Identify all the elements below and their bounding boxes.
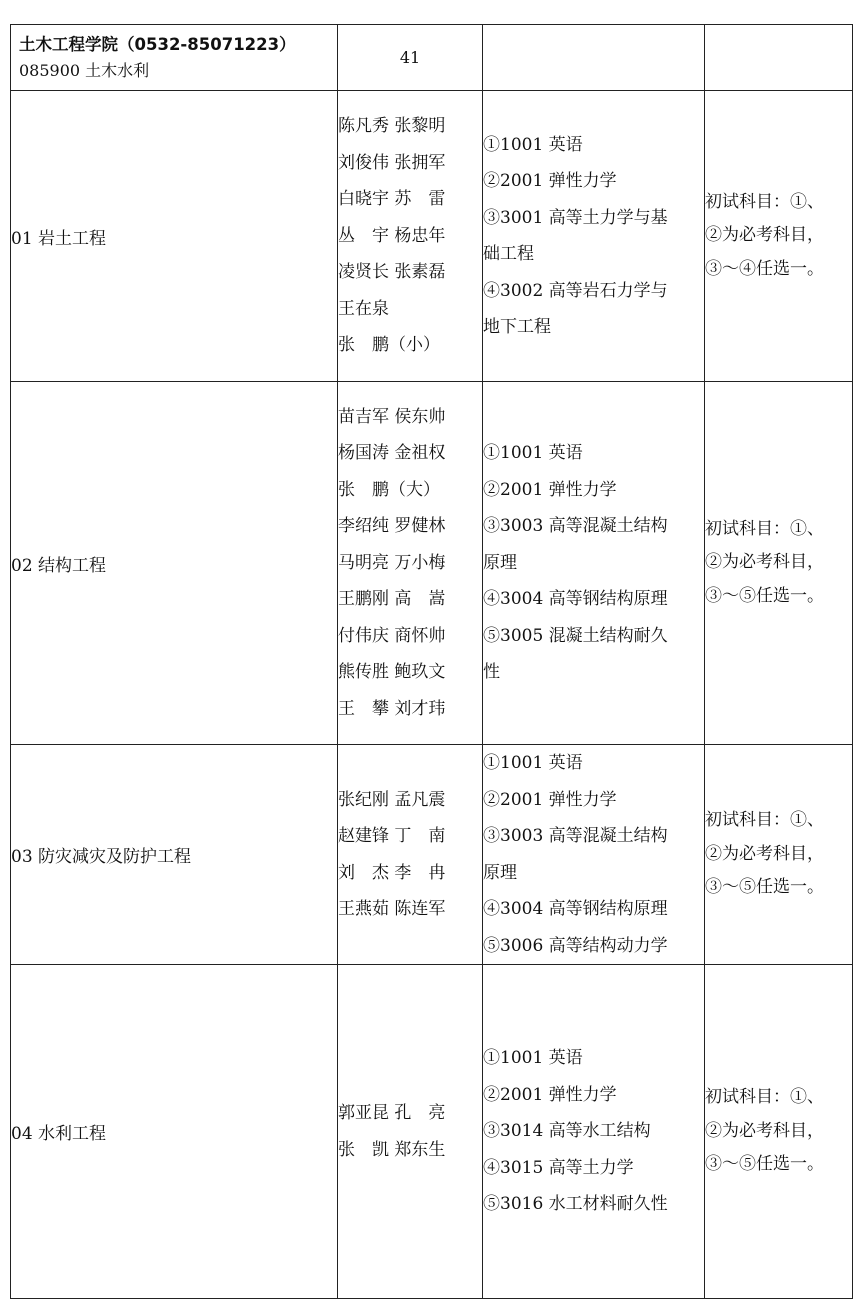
exam-line: ⑤3006 高等结构动力学 <box>483 935 668 956</box>
school-name: 土木工程学院（0532-85071223） <box>19 34 296 54</box>
advisor-line: 郭亚昆 孔 亮 <box>338 1103 446 1123</box>
note-line: ③～④任选一。 <box>705 258 824 279</box>
note-line: ②为必考科目， <box>705 1120 824 1141</box>
exam-line: ①1001 英语 <box>483 753 583 773</box>
note-cell <box>705 965 853 1299</box>
note-line: 初试科目：①、 <box>705 518 824 539</box>
empty-cell <box>483 25 705 91</box>
header-row <box>11 25 853 91</box>
exams-cell <box>483 91 705 382</box>
table-row <box>11 965 853 1299</box>
advisor-line: 王鹏刚 高 嵩 <box>338 589 446 610</box>
direction-cell <box>11 745 338 965</box>
direction-label: 02 结构工程 <box>11 555 107 576</box>
exam-line: ②2001 弹性力学 <box>483 789 617 810</box>
exam-line: ⑤3016 水工材料耐久性 <box>483 1194 668 1215</box>
advisor-line: 张 鹏（小） <box>338 335 440 356</box>
advisor-line: 付伟庆 商怀帅 <box>338 625 446 646</box>
major-name: 085900 土木水利 <box>19 60 150 80</box>
exams-cell <box>483 745 705 965</box>
note-line: ③～⑤任选一。 <box>705 1154 824 1175</box>
enrollment-count: 41 <box>338 25 483 91</box>
table-row <box>11 91 853 382</box>
advisor-line: 苗吉军 侯东帅 <box>338 406 446 427</box>
exam-line: ③3003 高等混凝土结构 <box>483 826 668 846</box>
advisor-line: 白晓宇 苏 雷 <box>338 189 446 210</box>
advisor-line: 王燕茹 陈连军 <box>338 899 446 919</box>
exam-line: ③3001 高等土力学与基 <box>483 207 668 228</box>
exam-line: 地下工程 <box>483 317 551 337</box>
advisor-line: 刘俊伟 张拥军 <box>338 152 446 173</box>
note-line: 初试科目：①、 <box>705 810 824 831</box>
advisor-line: 张纪刚 孟凡震 <box>338 789 446 810</box>
note-line: 初试科目：①、 <box>705 191 824 212</box>
exam-line: ⑤3005 混凝土结构耐久 <box>483 625 668 646</box>
advisor-line: 张 凯 郑东生 <box>338 1139 446 1160</box>
advisor-line: 陈凡秀 张黎明 <box>338 116 446 137</box>
note-line: 初试科目：①、 <box>705 1087 824 1108</box>
advisor-line: 王 攀 刘才玮 <box>338 698 446 719</box>
advisor-line: 张 鹏（大） <box>338 479 440 500</box>
direction-label: 04 水利工程 <box>11 1124 107 1144</box>
exam-line: ④3004 高等钢结构原理 <box>483 589 668 610</box>
direction-label: 03 防灾减灾及防护工程 <box>11 847 192 867</box>
advisors-cell <box>338 91 483 382</box>
note-cell <box>705 745 853 965</box>
advisor-line: 王在泉 <box>338 298 389 319</box>
exam-line: ②2001 弹性力学 <box>483 1084 617 1105</box>
exam-line: ④3015 高等土力学 <box>483 1157 634 1178</box>
empty-cell <box>705 25 853 91</box>
exams-cell <box>483 382 705 745</box>
school-cell <box>11 25 338 91</box>
direction-cell <box>11 382 338 745</box>
note-cell <box>705 91 853 382</box>
exam-line: ③3014 高等水工结构 <box>483 1121 651 1142</box>
table-row <box>11 382 853 745</box>
exam-line: ①1001 英语 <box>483 134 583 155</box>
exam-line: 原理 <box>483 552 517 573</box>
advisor-line: 熊传胜 鲍玖文 <box>338 662 446 683</box>
note-line: ②为必考科目， <box>705 225 824 246</box>
exam-line: 础工程 <box>483 244 534 264</box>
exam-line: ①1001 英语 <box>483 1048 583 1069</box>
note-line: ③～⑤任选一。 <box>705 585 824 606</box>
note-cell <box>705 382 853 745</box>
advisor-line: 凌贤长 张素磊 <box>338 262 446 283</box>
advisors-cell <box>338 745 483 965</box>
advisors-cell <box>338 382 483 745</box>
advisor-line: 马明亮 万小梅 <box>338 552 446 573</box>
advisor-line: 杨国涛 金祖权 <box>338 443 446 464</box>
exam-line: ③3003 高等混凝土结构 <box>483 516 668 537</box>
exam-line: ②2001 弹性力学 <box>483 171 617 191</box>
exams-cell <box>483 965 705 1299</box>
advisor-line: 李绍纯 罗健林 <box>338 516 446 537</box>
exam-line: ①1001 英语 <box>483 443 583 464</box>
exam-line: 原理 <box>483 862 517 883</box>
advisors-cell <box>338 965 483 1299</box>
note-line: ②为必考科目， <box>705 552 824 573</box>
exam-line: ④3002 高等岩石力学与 <box>483 280 668 301</box>
advisor-line: 赵建锋 丁 南 <box>338 826 446 846</box>
note-line: ③～⑤任选一。 <box>705 877 824 898</box>
advisor-line: 丛 宇 杨忠年 <box>338 225 446 246</box>
enrollment-table <box>10 24 853 1299</box>
advisor-line: 刘 杰 李 冉 <box>338 862 446 883</box>
direction-label: 01 岩土工程 <box>11 228 107 249</box>
direction-cell <box>11 965 338 1299</box>
direction-cell <box>11 91 338 382</box>
exam-line: ②2001 弹性力学 <box>483 479 617 500</box>
note-line: ②为必考科目， <box>705 843 824 864</box>
exam-line: 性 <box>483 662 500 683</box>
exam-line: ④3004 高等钢结构原理 <box>483 899 668 919</box>
table-row <box>11 745 853 965</box>
